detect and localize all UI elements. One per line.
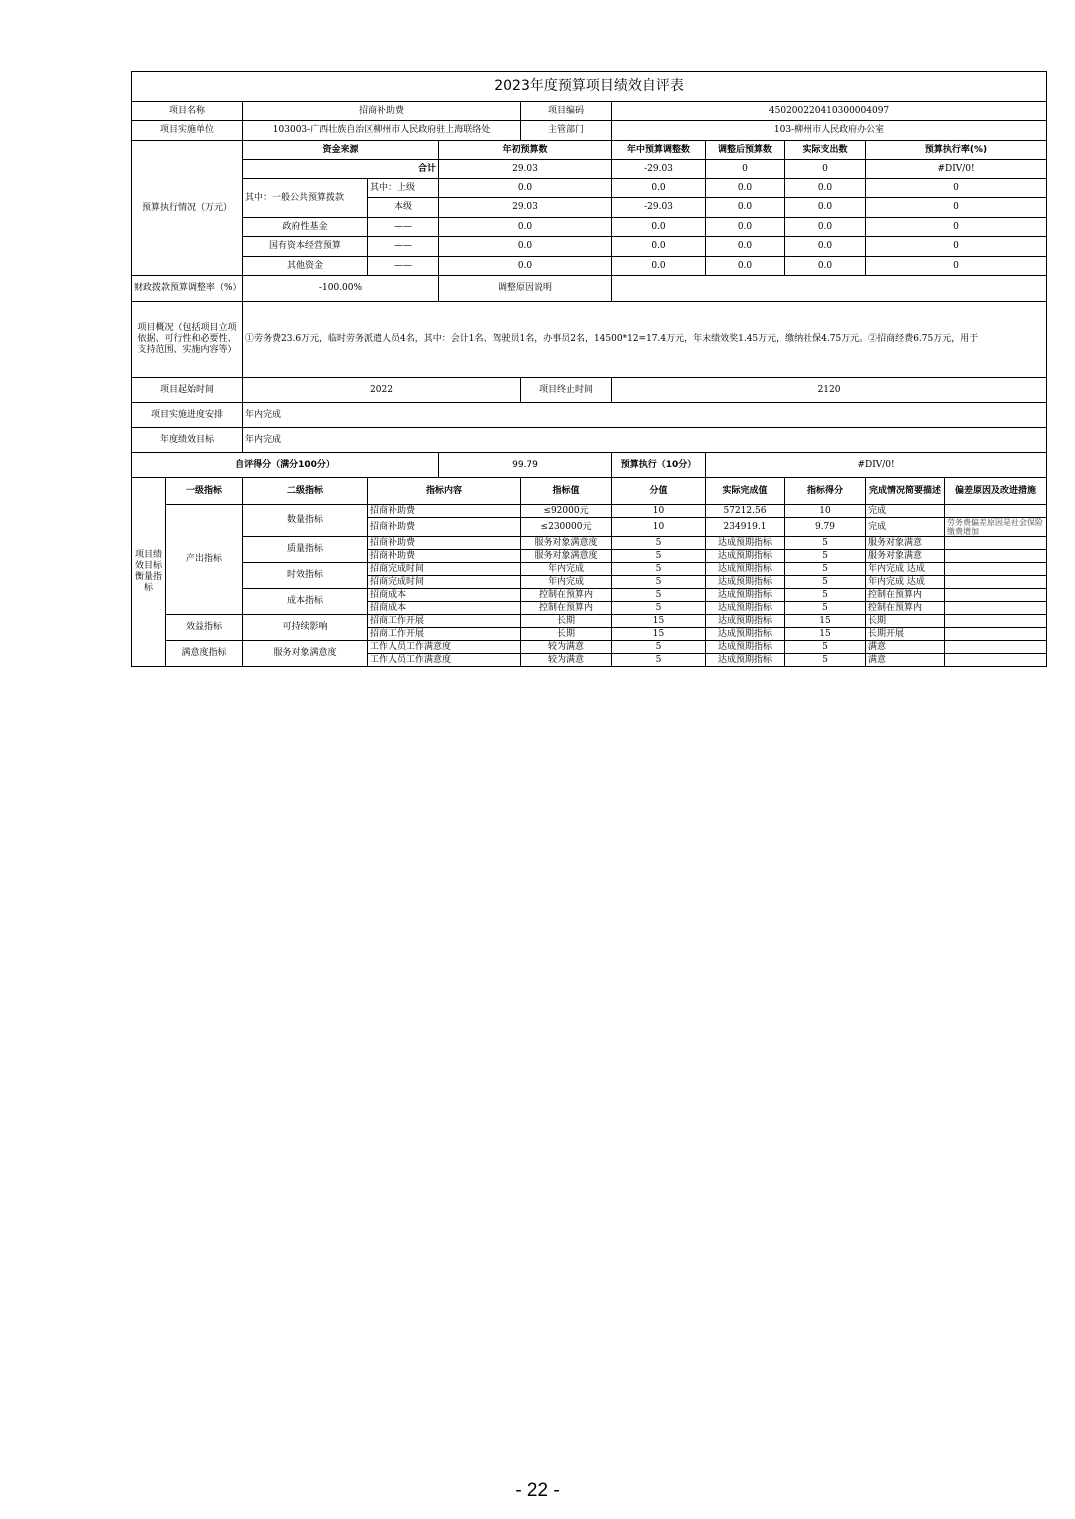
end-label: 项目终止时间: [521, 378, 612, 403]
ind-target: 长期: [521, 628, 612, 641]
budget-general-label: 其中：一般公共预算拨款: [243, 179, 368, 218]
budget-upper-actual: 0.0: [785, 179, 866, 198]
indicator-section-label: 项目绩效目标衡量指标: [132, 478, 166, 667]
ind-score: 5: [785, 563, 866, 576]
page-number: - 22 -: [515, 1480, 560, 1501]
ind-reason: [945, 615, 1047, 628]
ind-score: 5: [785, 576, 866, 589]
budget-exec-label: 预算执行（10分）: [612, 453, 706, 478]
budget-total-initial: 29.03: [439, 160, 612, 179]
ind-desc: 年内完成 达成: [866, 576, 945, 589]
budget-state-capital-actual: 0.0: [785, 237, 866, 257]
ind-reason: [945, 654, 1047, 667]
budget-local-initial: 29.03: [439, 198, 612, 218]
ind-header-target: 指标值: [521, 478, 612, 505]
budget-local-rate: 0: [866, 198, 1047, 218]
ind-weight: 5: [612, 550, 706, 563]
level2-service-satisfaction: 服务对象满意度: [243, 641, 368, 667]
adjust-reason-label: 调整原因说明: [439, 276, 612, 302]
ind-actual: 达成预期指标: [706, 615, 785, 628]
ind-desc: 控制在预算内: [866, 589, 945, 602]
ind-actual: 达成预期指标: [706, 576, 785, 589]
ind-header-desc: 完成情况简要描述: [866, 478, 945, 505]
budget-upper-initial: 0.0: [439, 179, 612, 198]
ind-score: 5: [785, 537, 866, 550]
ind-desc: 满意: [866, 641, 945, 654]
annual-goal-label: 年度绩效目标: [132, 428, 243, 453]
ind-desc: 长期: [866, 615, 945, 628]
dept: 103-柳州市人民政府办公室: [612, 121, 1047, 141]
score-label: 自评得分（满分100分）: [132, 453, 439, 478]
adjust-rate-label: 财政拨款预算调整率（%）: [132, 276, 243, 302]
ind-weight: 10: [612, 518, 706, 537]
ind-desc: 控制在预算内: [866, 602, 945, 615]
ind-desc: 完成: [866, 518, 945, 537]
ind-weight: 5: [612, 589, 706, 602]
budget-gov-fund-rate: 0: [866, 218, 1047, 237]
ind-weight: 5: [612, 641, 706, 654]
budget-local-label: 本级: [368, 198, 439, 218]
budget-total-rate: #DIV/0!: [866, 160, 1047, 179]
budget-total-label: 合计: [243, 160, 439, 179]
budget-header-actual: 实际支出数: [785, 141, 866, 160]
ind-score: 5: [785, 654, 866, 667]
ind-target: 较为满意: [521, 654, 612, 667]
impl-unit-label: 项目实施单位: [132, 121, 243, 141]
level1-satisfaction: 满意度指标: [166, 641, 243, 667]
ind-reason: [945, 628, 1047, 641]
budget-upper-midyear: 0.0: [612, 179, 706, 198]
ind-desc: 服务对象满意: [866, 537, 945, 550]
budget-header-midyear: 年中预算调整数: [612, 141, 706, 160]
ind-score: 15: [785, 628, 866, 641]
progress: 年内完成: [243, 403, 1047, 428]
impl-unit: 103003-广西壮族自治区柳州市人民政府驻上海联络处: [243, 121, 521, 141]
ind-reason: [945, 641, 1047, 654]
ind-desc: 长期开展: [866, 628, 945, 641]
ind-content: 招商补助费: [368, 505, 521, 518]
budget-local-actual: 0.0: [785, 198, 866, 218]
ind-score: 5: [785, 602, 866, 615]
ind-header-weight: 分值: [612, 478, 706, 505]
ind-actual: 达成预期指标: [706, 589, 785, 602]
overview-label: 项目概况（包括项目立项依据、可行性和必要性、支持范围、实施内容等）: [132, 302, 243, 378]
adjust-rate: -100.00%: [243, 276, 439, 302]
budget-upper-rate: 0: [866, 179, 1047, 198]
level2-timeliness: 时效指标: [243, 563, 368, 589]
ind-content: 招商完成时间: [368, 576, 521, 589]
ind-target: 年内完成: [521, 576, 612, 589]
ind-actual: 达成预期指标: [706, 654, 785, 667]
progress-label: 项目实施进度安排: [132, 403, 243, 428]
ind-reason: [945, 589, 1047, 602]
score: 99.79: [439, 453, 612, 478]
budget-exec: #DIV/0!: [706, 453, 1047, 478]
ind-reason: [945, 602, 1047, 615]
budget-state-capital-rate: 0: [866, 237, 1047, 257]
ind-target: ≤230000元: [521, 518, 612, 537]
ind-reason: [945, 505, 1047, 518]
ind-content: 招商成本: [368, 589, 521, 602]
level2-quality: 质量指标: [243, 537, 368, 563]
budget-local-midyear: -29.03: [612, 198, 706, 218]
project-code: 450200220410300004097: [612, 102, 1047, 121]
start-label: 项目起始时间: [132, 378, 243, 403]
budget-header-initial: 年初预算数: [439, 141, 612, 160]
ind-header-content: 指标内容: [368, 478, 521, 505]
ind-content: 招商完成时间: [368, 563, 521, 576]
project-name: 招商补助费: [243, 102, 521, 121]
ind-actual: 达成预期指标: [706, 563, 785, 576]
end: 2120: [612, 378, 1047, 403]
ind-target: 较为满意: [521, 641, 612, 654]
ind-target: 控制在预算内: [521, 589, 612, 602]
ind-weight: 15: [612, 628, 706, 641]
ind-reason: [945, 537, 1047, 550]
performance-evaluation-table: [131, 71, 1047, 667]
level2-sustainability: 可持续影响: [243, 615, 368, 641]
budget-other-initial: 0.0: [439, 257, 612, 276]
ind-header-level1: 一级指标: [166, 478, 243, 505]
budget-other-midyear: 0.0: [612, 257, 706, 276]
ind-weight: 5: [612, 602, 706, 615]
ind-header-score: 指标得分: [785, 478, 866, 505]
budget-upper-adjusted: 0.0: [706, 179, 785, 198]
ind-target: ≤92000元: [521, 505, 612, 518]
budget-upper-label: 其中：上级: [368, 179, 439, 198]
ind-desc: 年内完成 达成: [866, 563, 945, 576]
ind-content: 工作人员工作满意度: [368, 654, 521, 667]
ind-desc: 完成: [866, 505, 945, 518]
ind-reason: [945, 550, 1047, 563]
ind-actual: 达成预期指标: [706, 641, 785, 654]
budget-header-rate: 预算执行率(%): [866, 141, 1047, 160]
budget-total-adjusted: 0: [706, 160, 785, 179]
level1-output: 产出指标: [166, 505, 243, 615]
ind-content: 招商补助费: [368, 550, 521, 563]
budget-state-capital-label: 国有资本经营预算: [243, 237, 368, 257]
budget-total-actual: 0: [785, 160, 866, 179]
budget-state-capital-initial: 0.0: [439, 237, 612, 257]
ind-content: 招商工作开展: [368, 628, 521, 641]
budget-other-actual: 0.0: [785, 257, 866, 276]
ind-actual: 234919.1: [706, 518, 785, 537]
budget-gov-fund-actual: 0.0: [785, 218, 866, 237]
overview: ①劳务费23.6万元，临时劳务派遣人员4名，其中：会计1名、驾驶员1名，办事员2名，14500*12=17.4万元，年末绩效奖1.45万元，缴纳社保4.75万元。②招商经费6.75万元，用于: [243, 302, 1047, 378]
budget-gov-fund-initial: 0.0: [439, 218, 612, 237]
budget-total-midyear: -29.03: [612, 160, 706, 179]
ind-weight: 5: [612, 537, 706, 550]
ind-content: 招商工作开展: [368, 615, 521, 628]
budget-state-capital-dash: ——: [368, 237, 439, 257]
level1-benefit: 效益指标: [166, 615, 243, 641]
ind-header-level2: 二级指标: [243, 478, 368, 505]
ind-actual: 达成预期指标: [706, 537, 785, 550]
ind-score: 5: [785, 589, 866, 602]
ind-target: 服务对象满意度: [521, 537, 612, 550]
ind-header-reason: 偏差原因及改进措施: [945, 478, 1047, 505]
ind-reason: [945, 576, 1047, 589]
ind-score: 9.79: [785, 518, 866, 537]
ind-reason: [945, 563, 1047, 576]
ind-score: 5: [785, 550, 866, 563]
ind-weight: 5: [612, 576, 706, 589]
budget-other-dash: ——: [368, 257, 439, 276]
budget-header-adjusted: 调整后预算数: [706, 141, 785, 160]
ind-score: 15: [785, 615, 866, 628]
ind-actual: 达成预期指标: [706, 602, 785, 615]
ind-desc: 满意: [866, 654, 945, 667]
level2-cost: 成本指标: [243, 589, 368, 615]
ind-actual: 达成预期指标: [706, 628, 785, 641]
start: 2022: [243, 378, 521, 403]
ind-target: 服务对象满意度: [521, 550, 612, 563]
ind-target: 长期: [521, 615, 612, 628]
budget-header-source: 资金来源: [243, 141, 439, 160]
ind-weight: 5: [612, 563, 706, 576]
ind-weight: 10: [612, 505, 706, 518]
ind-target: 年内完成: [521, 563, 612, 576]
ind-content: 招商补助费: [368, 537, 521, 550]
budget-other-label: 其他资金: [243, 257, 368, 276]
budget-state-capital-midyear: 0.0: [612, 237, 706, 257]
project-name-label: 项目名称: [132, 102, 243, 121]
budget-other-adjusted: 0.0: [706, 257, 785, 276]
budget-gov-fund-adjusted: 0.0: [706, 218, 785, 237]
ind-weight: 5: [612, 654, 706, 667]
level2-quantity: 数量指标: [243, 505, 368, 537]
ind-target: 控制在预算内: [521, 602, 612, 615]
ind-content: 工作人员工作满意度: [368, 641, 521, 654]
ind-weight: 15: [612, 615, 706, 628]
ind-reason: 劳务费偏差原因是社会保险缴费增加: [945, 518, 1047, 537]
ind-content: 招商成本: [368, 602, 521, 615]
ind-desc: 服务对象满意: [866, 550, 945, 563]
dept-label: 主管部门: [521, 121, 612, 141]
budget-local-adjusted: 0.0: [706, 198, 785, 218]
adjust-reason: [612, 276, 1047, 302]
ind-score: 10: [785, 505, 866, 518]
ind-actual: 57212.56: [706, 505, 785, 518]
budget-state-capital-adjusted: 0.0: [706, 237, 785, 257]
budget-other-rate: 0: [866, 257, 1047, 276]
ind-score: 5: [785, 641, 866, 654]
ind-actual: 达成预期指标: [706, 550, 785, 563]
project-code-label: 项目编码: [521, 102, 612, 121]
table-title: 2023年度预算项目绩效自评表: [132, 72, 1047, 102]
ind-header-actual: 实际完成值: [706, 478, 785, 505]
budget-gov-fund-dash: ——: [368, 218, 439, 237]
budget-gov-fund-midyear: 0.0: [612, 218, 706, 237]
ind-content: 招商补助费: [368, 518, 521, 537]
budget-gov-fund-label: 政府性基金: [243, 218, 368, 237]
budget-section-label: 预算执行情况（万元）: [132, 141, 243, 276]
annual-goal: 年内完成: [243, 428, 1047, 453]
